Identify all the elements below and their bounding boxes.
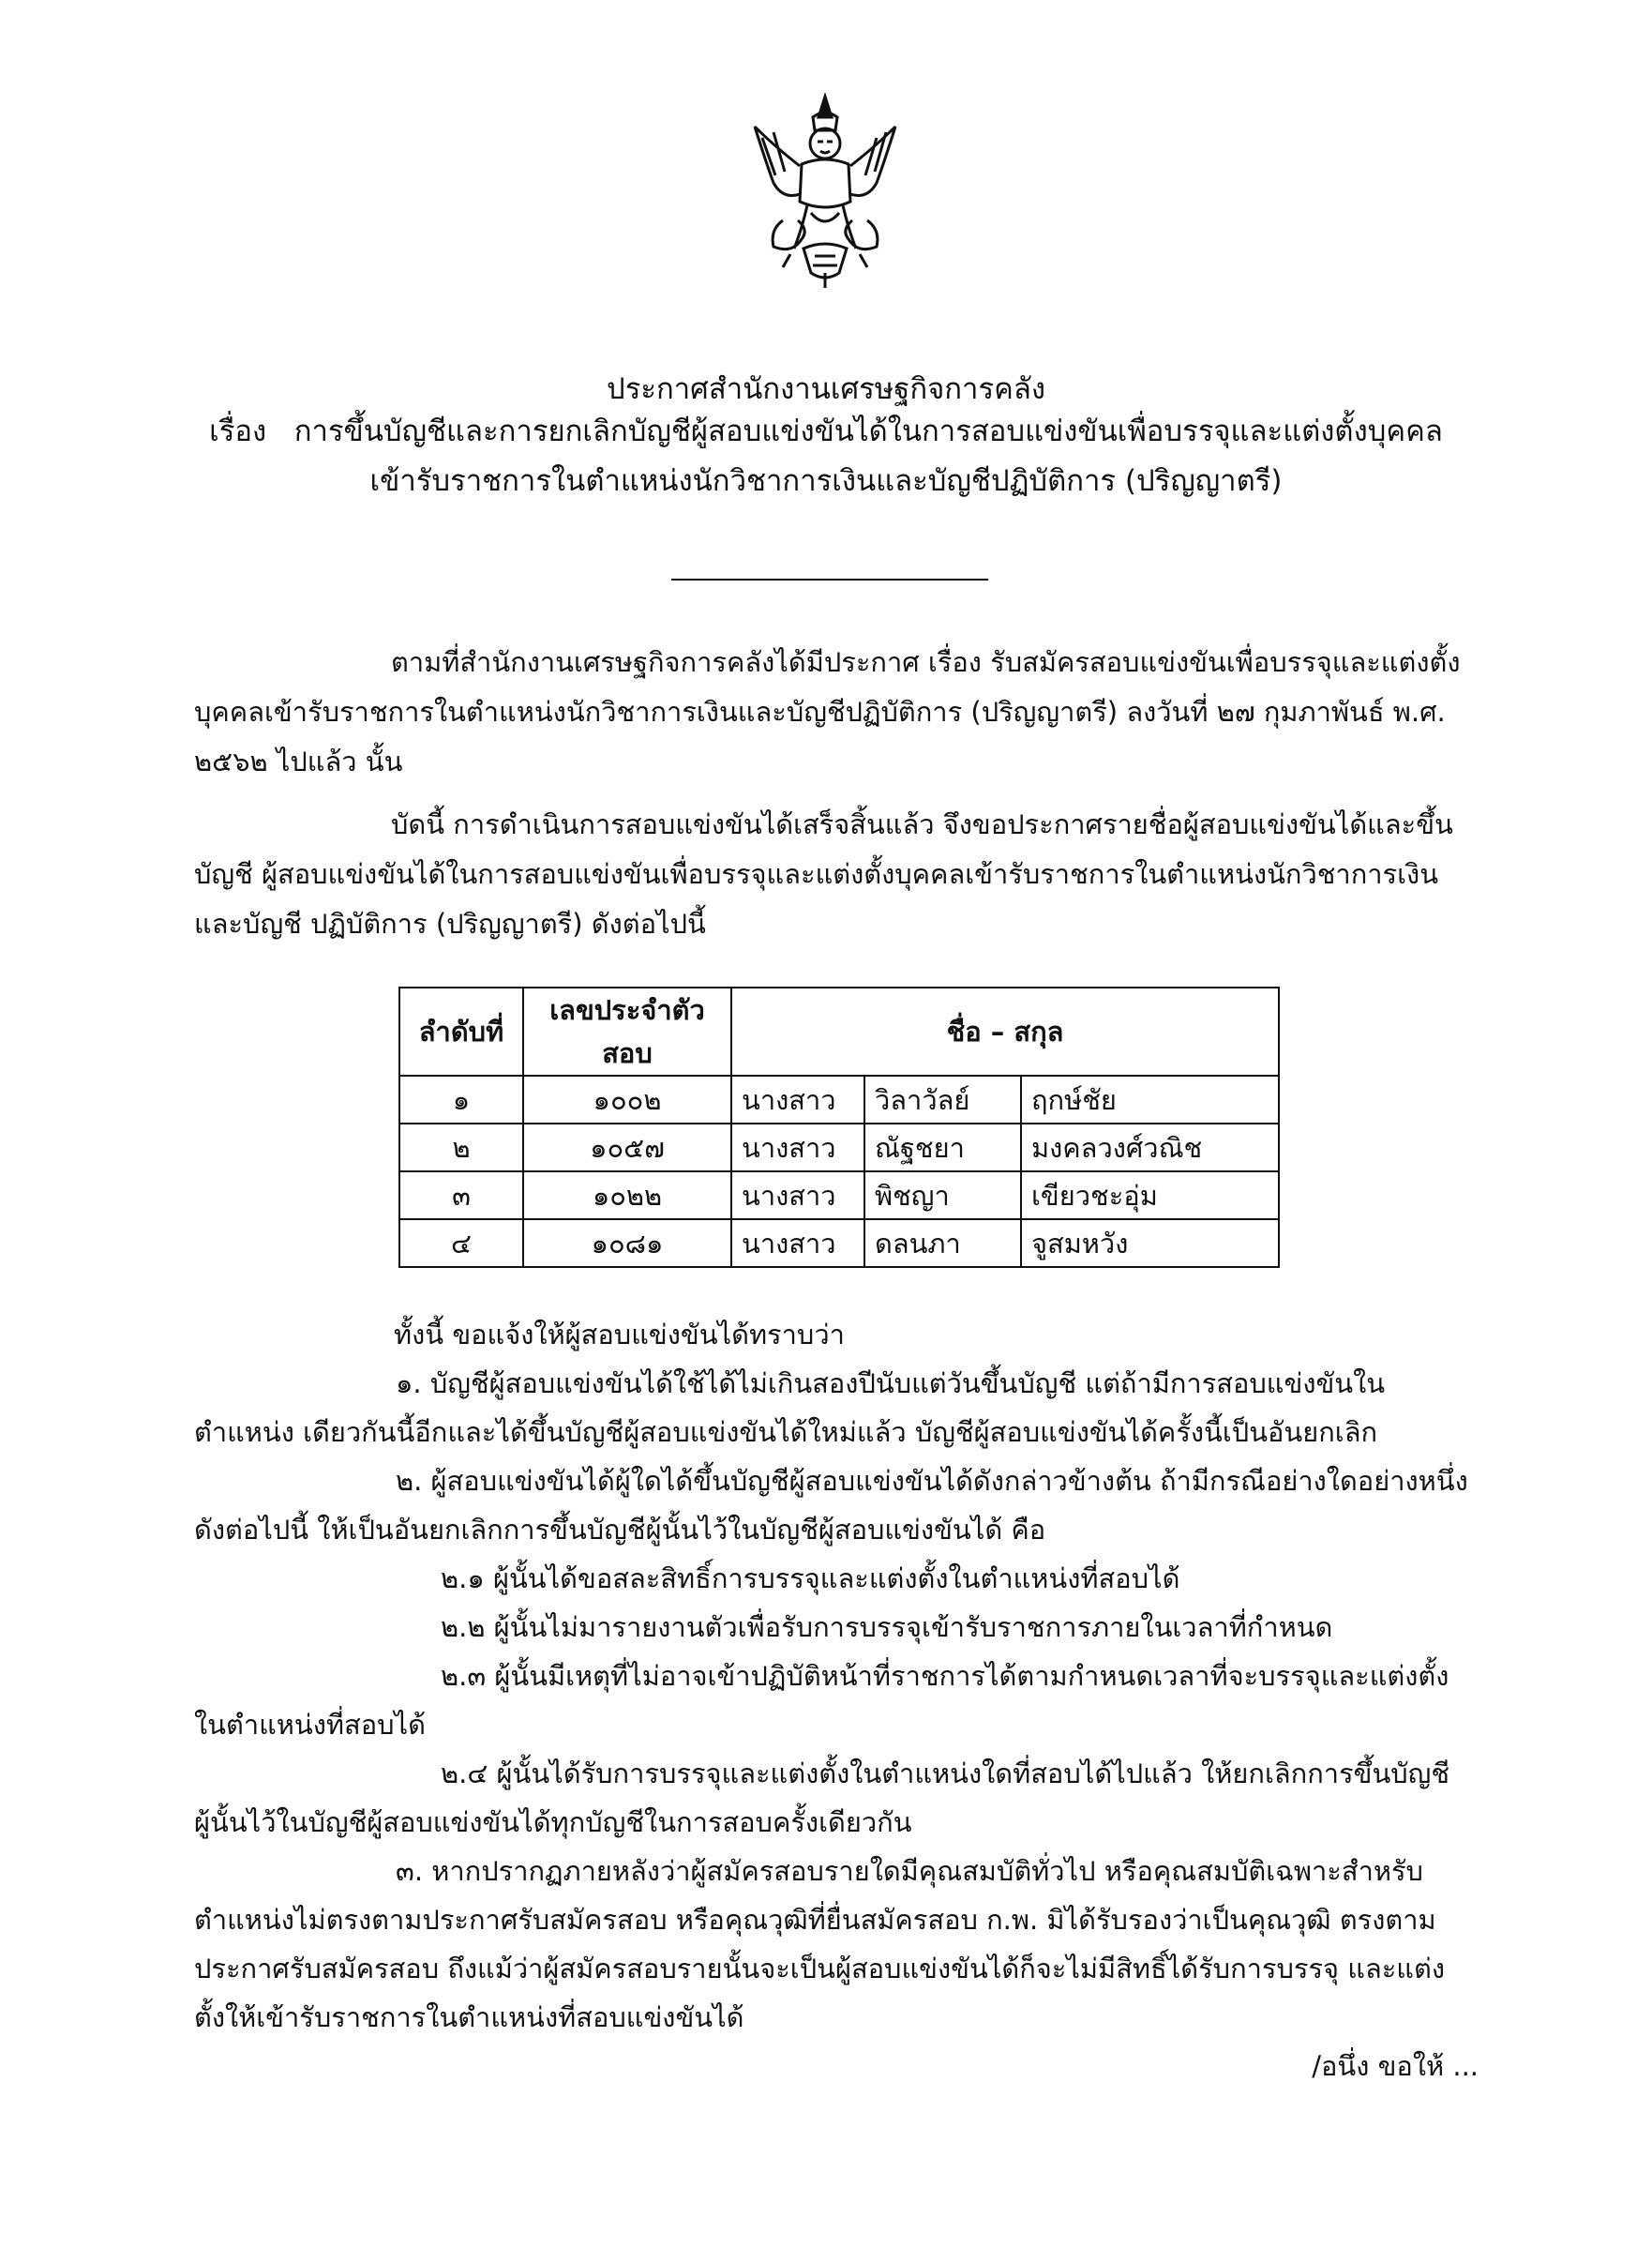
garuda-emblem-icon bbox=[745, 89, 905, 291]
cell-title: นางสาว bbox=[731, 1124, 864, 1171]
col-header-exam-id: เลขประจำตัวสอบ bbox=[523, 988, 731, 1076]
cell-last-name: จูสมหวัง bbox=[1021, 1219, 1279, 1267]
subject-line-2: เข้ารับราชการในตำแหน่งนักวิชาการเงินและบัญชีปฏิบัติการ (ปริญญาตรี) bbox=[369, 464, 1283, 498]
continued-marker: /อนึ่ง ขอให้ ... bbox=[1312, 2050, 1479, 2082]
note-2-1: ๒.๑ ผู้นั้นได้ขอสละสิทธิ์การบรรจุและแต่งตั้งในตำแหน่งที่สอบได้ bbox=[441, 1562, 1180, 1594]
table-row bbox=[399, 1124, 1279, 1171]
table-row bbox=[399, 1219, 1279, 1267]
announcement-title: ประกาศสำนักงานเศรษฐกิจการคลัง bbox=[607, 372, 1045, 406]
cell-first-name: ดลนภา bbox=[864, 1219, 1021, 1267]
cell-first-name: พิชญา bbox=[864, 1171, 1021, 1219]
cell-last-name: เขียวชะอุ่ม bbox=[1021, 1171, 1279, 1219]
note-2-2: ๒.๒ ผู้นั้นไม่มารายงานตัวเพื่อรับการบรรจุเข้ารับราชการภายในเวลาที่กำหนด bbox=[441, 1611, 1333, 1643]
cell-first-name: วิลาวัลย์ bbox=[864, 1076, 1021, 1124]
cell-first-name: ณัฐชยา bbox=[864, 1124, 1021, 1171]
cell-exam-id: ๑๐๒๒ bbox=[523, 1171, 731, 1219]
table-header-row bbox=[399, 988, 1279, 1076]
cell-order: ๔ bbox=[399, 1219, 523, 1267]
cell-order: ๓ bbox=[399, 1171, 523, 1219]
cell-title: นางสาว bbox=[731, 1219, 864, 1267]
note-2: ๒. ผู้สอบแข่งขันได้ผู้ใดได้ขึ้นบัญชีผู้สอบแข่งขันได้ดังกล่าวข้างต้น ถ้ามีกรณีอย่างใดอย่างหนึ่ง ดังต่อไปนี้ ให้เป็นอันยกเลิกการขึ้นบัญชีผู้นั้นไว้ในบัญชีผู้สอบแข่งขันได้ คือ bbox=[194, 1465, 1468, 1546]
note-3: ๓. หากปรากฏภายหลังว่าผู้สมัครสอบรายใดมีคุณสมบัติทั่วไป หรือคุณสมบัติเฉพาะสำหรับ ตำแหน่งไม่ตรงตามประกาศรับสมัครสอบ หรือคุณวุฒิที่ยื่นสมัครสอบ ก.พ. มิได้รับรองว่าเป็นคุณวุฒิ ตรงตามประกาศรับสมัครสอบ ถึงแม้ว่าผู้สมัครสอบรายนั้นจะเป็นผู้สอบแข่งขันได้ก็จะไม่มีสิทธิ์ได้รับการบรรจุ และแต่งตั้งให้เข้ารับราชการในตำแหน่งที่สอบแข่งขันได้ bbox=[194, 1855, 1445, 2033]
cell-title: นางสาว bbox=[731, 1076, 864, 1124]
cell-last-name: ฤกษ์ชัย bbox=[1021, 1076, 1279, 1124]
cell-exam-id: ๑๐๐๒ bbox=[523, 1076, 731, 1124]
col-header-order: ลำดับที่ bbox=[399, 988, 523, 1076]
cell-last-name: มงคลวงศ์วณิช bbox=[1021, 1124, 1279, 1171]
cell-exam-id: ๑๐๕๗ bbox=[523, 1124, 731, 1171]
title-divider bbox=[671, 579, 988, 581]
cell-order: ๒ bbox=[399, 1124, 523, 1171]
cell-exam-id: ๑๐๘๑ bbox=[523, 1219, 731, 1267]
paragraph-announcement: บัดนี้ การดำเนินการสอบแข่งขันได้เสร็จสิ้นแล้ว จึงขอประกาศรายชื่อผู้สอบแข่งขันได้และขึ้นบัญชี ผู้สอบแข่งขันได้ในการสอบแข่งขันเพื่อบรรจุและแต่งตั้งบุคคลเข้ารับราชการในตำแหน่งนักวิชาการเงินและบัญชี ปฏิบัติการ (ปริญญาตรี) ดังต่อไปนี้ bbox=[194, 808, 1453, 940]
note-1: ๑. บัญชีผู้สอบแข่งขันได้ใช้ได้ไม่เกินสองปีนับแต่วันขึ้นบัญชี แต่ถ้ามีการสอบแข่งขันในตำแหน่ง เดียวกันนี้อีกและได้ขึ้นบัญชีผู้สอบแข่งขันได้ใหม่แล้ว บัญชีผู้สอบแข่งขันได้ครั้งนี้เป็นอันยกเลิก bbox=[194, 1367, 1386, 1448]
cell-title: นางสาว bbox=[731, 1171, 864, 1219]
note-2-4: ๒.๔ ผู้นั้นได้รับการบรรจุและแต่งตั้งในตำแหน่งใดที่สอบได้ไปแล้ว ให้ยกเลิกการขึ้นบัญชี ผู้นั้นไว้ในบัญชีผู้สอบแข่งขันได้ทุกบัญชีในการสอบครั้งเดียวกัน bbox=[194, 1758, 1450, 1838]
candidate-table bbox=[398, 987, 1280, 1268]
paragraph-reference: ตามที่สำนักงานเศรษฐกิจการคลังได้มีประกาศ เรื่อง รับสมัครสอบแข่งขันเพื่อบรรจุและแต่งตั้ง บุคคลเข้ารับราชการในตำแหน่งนักวิชาการเงินและบัญชีปฏิบัติการ (ปริญญาตรี) ลงวันที่ ๒๗ กุมภาพันธ์ พ.ศ. ๒๕๖๒ ไปแล้ว นั้น bbox=[194, 646, 1461, 777]
table-row bbox=[399, 1076, 1279, 1124]
col-header-name: ชื่อ – สกุล bbox=[731, 988, 1279, 1076]
table-row bbox=[399, 1171, 1279, 1219]
notes-intro: ทั้งนี้ ขอแจ้งให้ผู้สอบแข่งขันได้ทราบว่า bbox=[394, 1319, 845, 1350]
cell-order: ๑ bbox=[399, 1076, 523, 1124]
subject-line-1: เรื่อง การขึ้นบัญชีและการยกเลิกบัญชีผู้สอบแข่งขันได้ในการสอบแข่งขันเพื่อบรรจุและแต่งตั้งบุคคล bbox=[209, 415, 1443, 448]
note-2-3: ๒.๓ ผู้นั้นมีเหตุที่ไม่อาจเข้าปฏิบัติหน้าที่ราชการได้ตามกำหนดเวลาที่จะบรรจุและแต่งตั้ง ในตำแหน่งที่สอบได้ bbox=[194, 1660, 1449, 1741]
